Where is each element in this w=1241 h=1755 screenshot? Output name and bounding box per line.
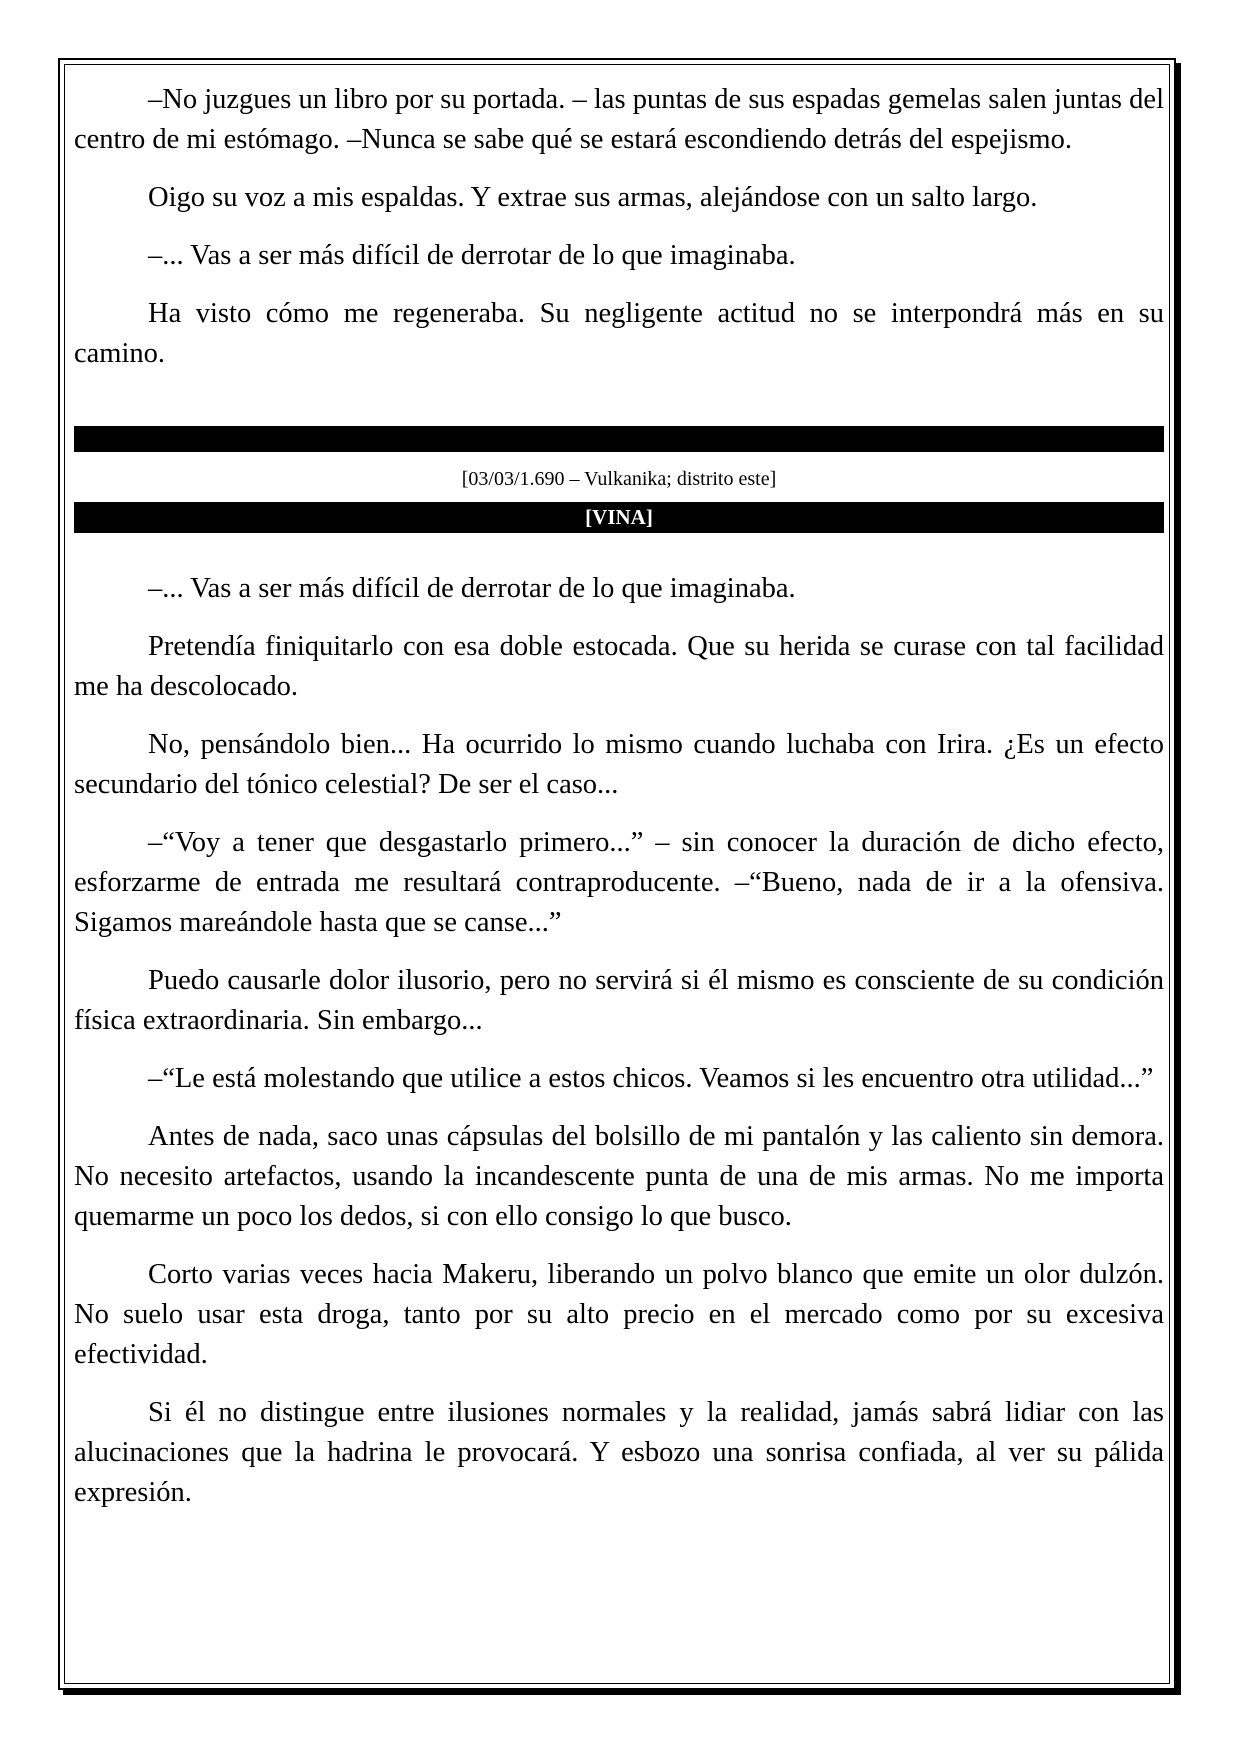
paragraph: –... Vas a ser más difícil de derrotar de lo que imaginaba. <box>148 240 796 271</box>
paragraph: Ha visto cómo me regeneraba. Su negligente actitud no se interpondrá más en su camino. <box>74 298 1164 369</box>
paragraph: Corto varias veces hacia Makeru, liberando un polvo blanco que emite un olor dulzón. No suelo usar esta droga, tanto por su alto precio en el mercado como por su excesiva efectividad. <box>74 1259 1164 1370</box>
paragraph: Pretendía finiquitarlo con esa doble estocada. Que su herida se curase con tal facilidad me ha descolocado. <box>74 631 1164 702</box>
paragraph: Puedo causarle dolor ilusorio, pero no servirá si él mismo es consciente de su condición física extraordinaria. Sin embargo... <box>74 965 1164 1036</box>
pov-banner: [VINA] <box>74 502 1164 533</box>
page-content <box>74 80 1164 1531</box>
paragraph: –... Vas a ser más difícil de derrotar de lo que imaginaba. <box>148 573 796 604</box>
paragraph: Oigo su voz a mis espaldas. Y extrae sus armas, alejándose con un salto largo. <box>148 182 1038 213</box>
paragraph: –No juzgues un libro por su portada. – las puntas de sus espadas gemelas salen juntas del centro de mi estómago. –Nunca se sabe qué se estará escondiendo detrás del espejismo. <box>74 84 1164 155</box>
scene-header: [03/03/1.690 – Vulkanika; distrito este] <box>461 468 777 490</box>
page-frame <box>58 58 1176 1690</box>
paragraph: Antes de nada, saco unas cápsulas del bolsillo de mi pantalón y las caliento sin demora. No necesito artefactos, usando la incandescente punta de una de mis armas. No me importa quemarme un poco los dedos, si con ello consigo lo que busco. <box>74 1121 1164 1232</box>
section-2 <box>74 569 1164 1513</box>
scene-divider-bar <box>74 426 1164 452</box>
paragraph: Si él no distingue entre ilusiones normales y la realidad, jamás sabrá lidiar con las alucinaciones que la hadrina le provocará. Y esbozo una sonrisa confiada, al ver su pálida expresión. <box>74 1397 1164 1508</box>
paragraph: –“Voy a tener que desgastarlo primero...” – sin conocer la duración de dicho efecto, esforzarme de entrada me resultará contraproducente. –“Bueno, nada de ir a la ofensiva. Sigamos mareándole hasta que se canse...” <box>74 827 1164 938</box>
paragraph: No, pensándolo bien... Ha ocurrido lo mismo cuando luchaba con Irira. ¿Es un efecto secundario del tónico celestial? De ser el caso... <box>74 729 1164 800</box>
paragraph: –“Le está molestando que utilice a estos chicos. Veamos si les encuentro otra utilidad...” <box>148 1063 1154 1094</box>
section-1 <box>74 80 1164 374</box>
